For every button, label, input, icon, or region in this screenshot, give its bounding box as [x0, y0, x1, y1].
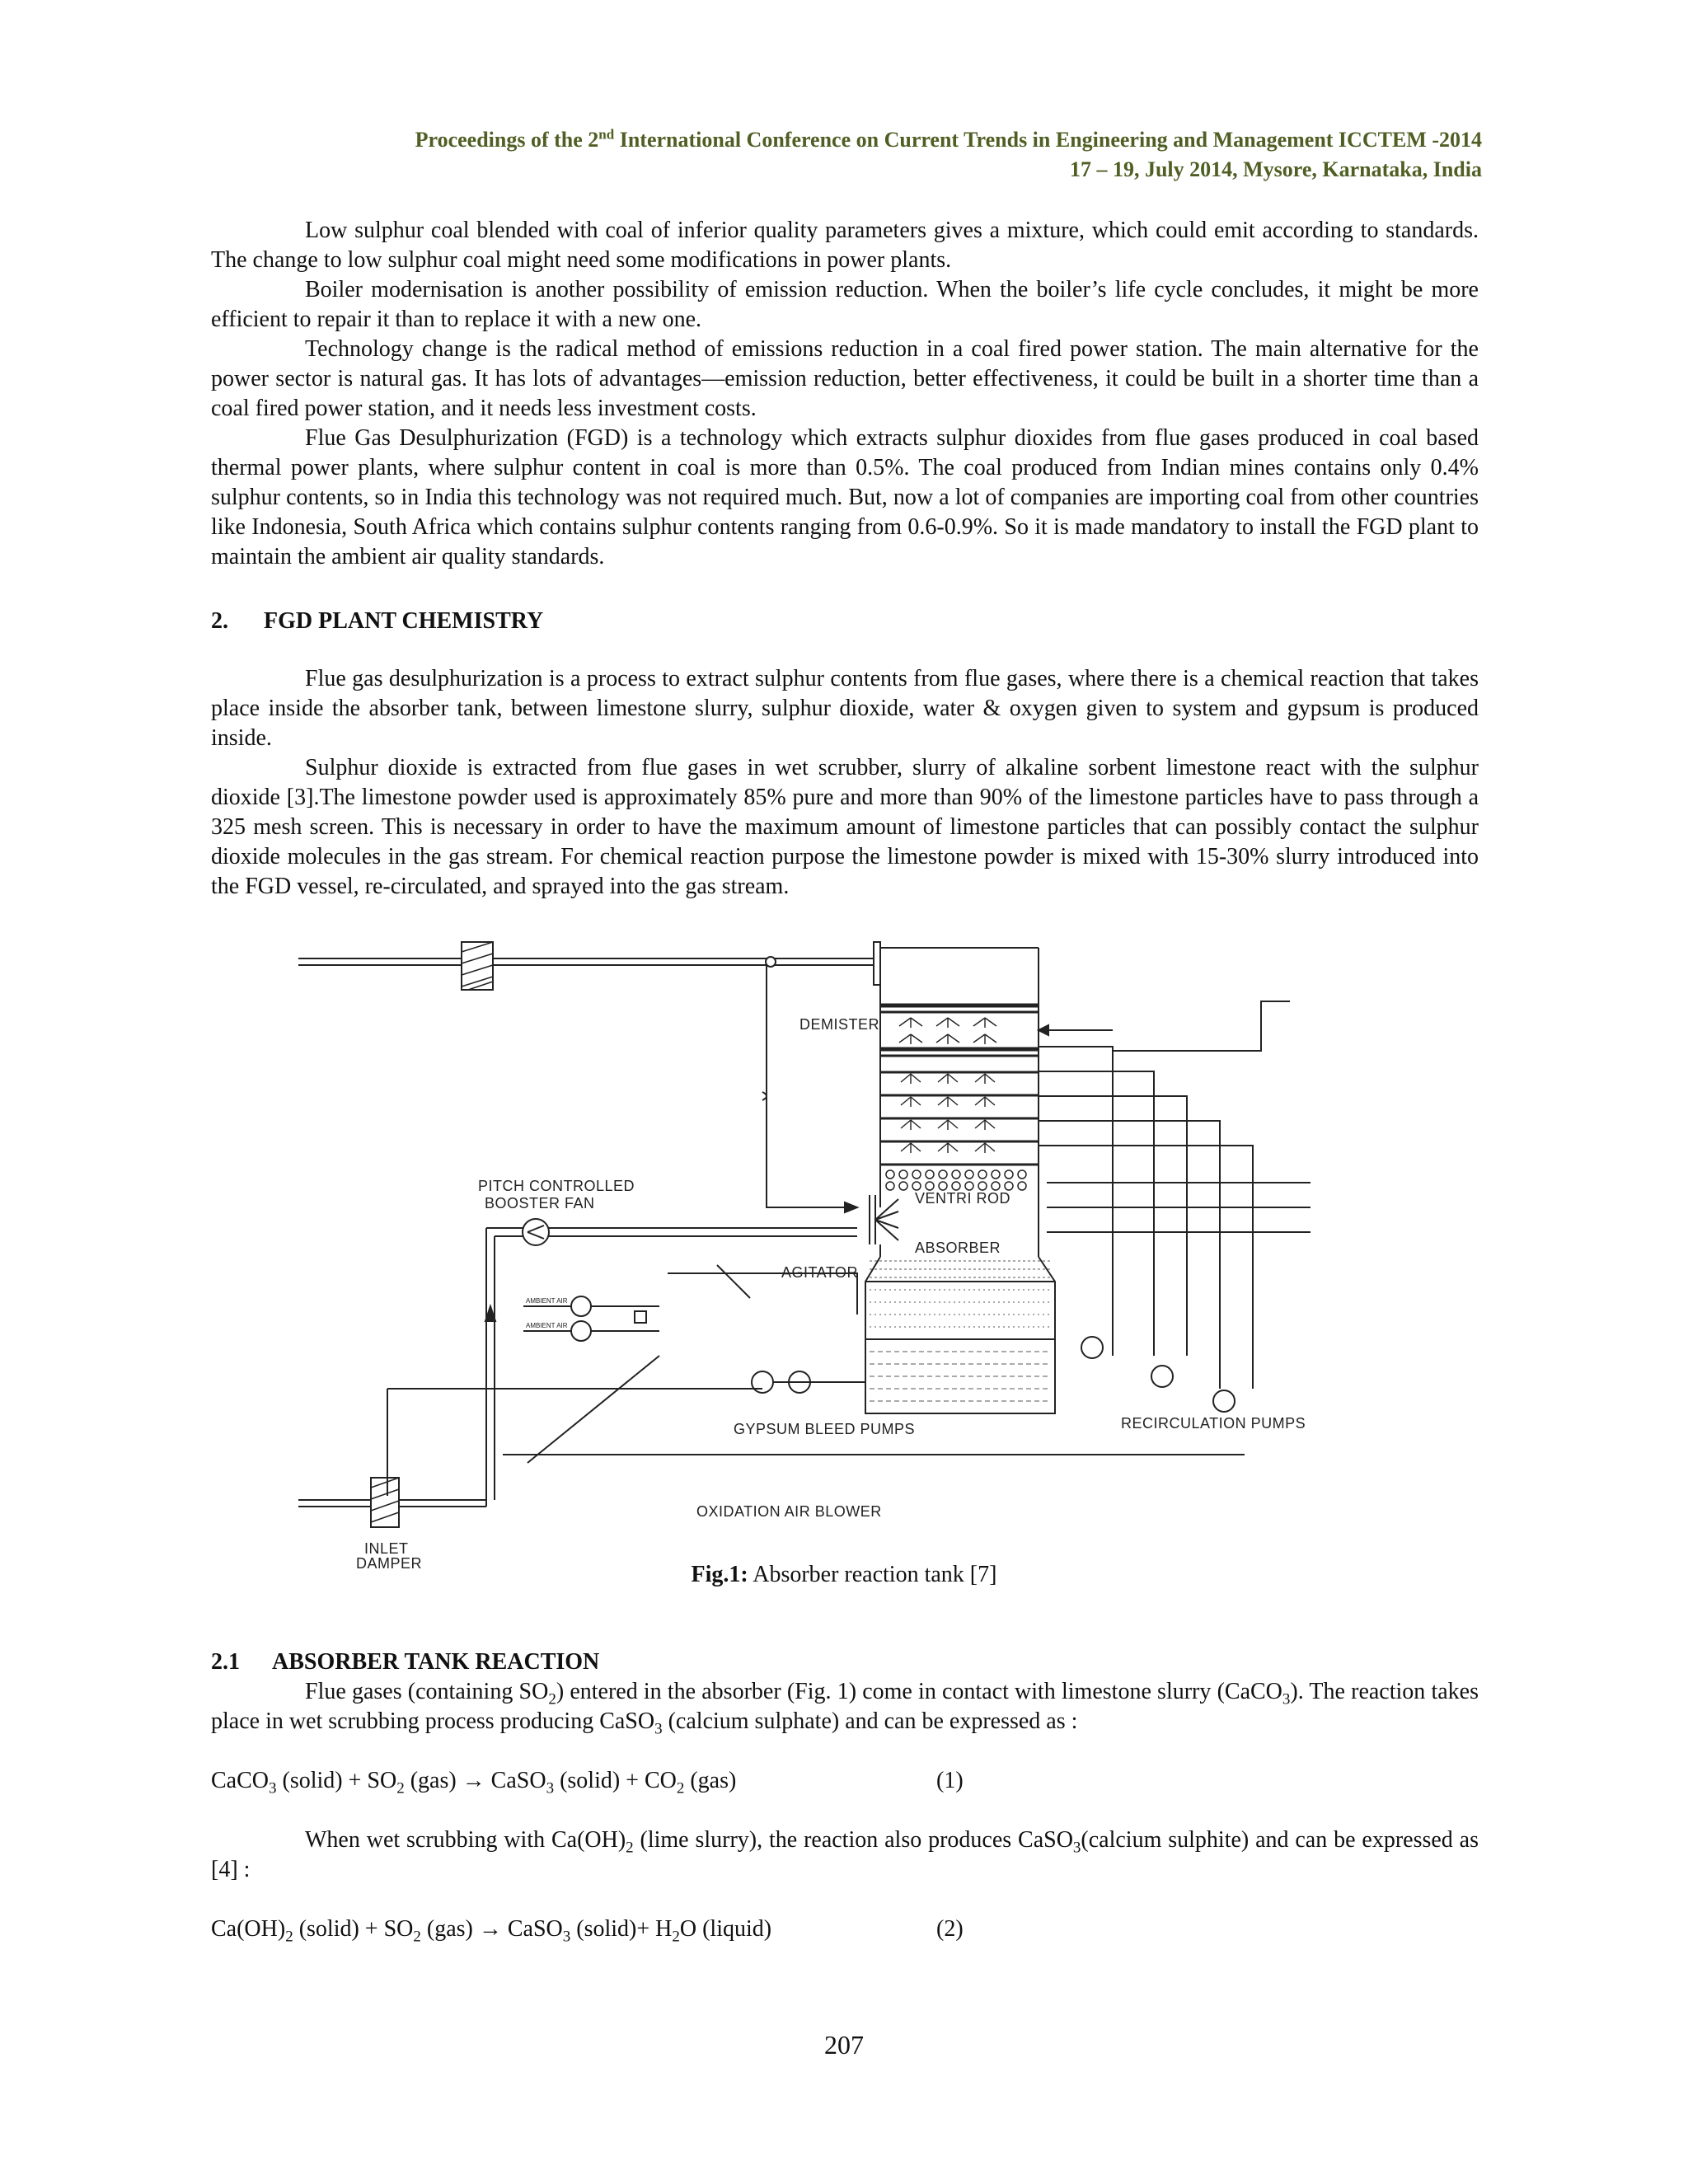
label-absorber: ABSORBER [915, 1240, 1001, 1256]
label-fan-line-2: BOOSTER FAN [485, 1195, 595, 1212]
running-header [163, 125, 1482, 185]
equation-2: $Ca(OH)_2$ (solid) + $SO_2$ (gas) → CaSO$_3$ (solid)+ $H_2O$ (liquid) (2) [211, 1916, 964, 1946]
section-heading: 2.1 ABSORBER TANK REACTION [211, 1649, 600, 1675]
section-heading: 2. FGD PLANT CHEMISTRY [211, 608, 544, 634]
section-2 [211, 607, 1479, 902]
header-line-2: 17 – 19, July 2014, Mysore, Karnataka, India [1069, 157, 1482, 181]
label-damper: DAMPER [356, 1555, 423, 1572]
paragraph: Boiler modernisation is another possibility of emission reduction. When the boiler’s life cycle concludes, it might be more efficient to repair it than to replace it with a new one. [211, 277, 1479, 332]
paragraph: Flue Gas Desulphurization (FGD) is a technology which extracts sulphur dioxides from flue gases produced in coal based thermal power plants, where sulphur content in coal is more than 0.5%. The coal produced from Indian mines contains only 0.4% sulphur contents, so in India this technology was not required much. But, now a lot of companies are importing coal from other countries like Indonesia, South Africa which contains sulphur contents ranging from 0.6-0.9%. So it is made mandatory to install the FGD plant to maintain the ambient air quality standards. [211, 425, 1479, 569]
label-oxidation-air-blower: OXIDATION AIR BLOWER [696, 1503, 882, 1520]
intro-text [211, 216, 1479, 572]
absorber-diagram [288, 927, 1327, 1572]
paragraph: Flue gases (containing $SO_2$) entered in the absorber (Fig. 1) come in contact with limestone slurry (CaCO$_3$). The reaction takes place in wet scrubbing process producing CaSO$_3$ (calcium sulphate) and can be expressed as : [211, 1679, 1479, 1738]
label-demister: DEMISTER [799, 1016, 880, 1033]
label-ambient-air-2: AMBIENT AIR [526, 1322, 568, 1329]
header-line-1: Proceedings of the 2nd International Conference on Current Trends in Engineering and Management ICCTEM -2014 [415, 126, 1482, 152]
label-inlet: INLET [364, 1540, 409, 1557]
label-recirculation-pumps: RECIRCULATION PUMPS [1121, 1415, 1306, 1432]
section-2-1 [211, 1647, 1479, 1944]
label-ambient-air-1: AMBIENT AIR [526, 1297, 568, 1305]
label-agitator: AGITATOR [781, 1264, 859, 1281]
paragraph: Sulphur dioxide is extracted from flue gases in wet scrubber, slurry of alkaline sorbent limestone react with the sulphur dioxide [3].The limestone powder used is approximately 85% pure and more than 90% of the limestone particles have to pass through a 325 mesh screen. This is necessary in order to have the maximum amount of limestone particles that can possibly contact the sulphur dioxide molecules in the gas stream. For chemical reaction purpose the limestone powder is mixed with 15-30% slurry introduced into the FGD vessel, re-circulated, and sprayed into the gas stream. [211, 755, 1479, 899]
paragraph: When wet scrubbing with $Ca(OH)_2$ (lime slurry), the reaction also produces CaSO$_3$(calcium sulphite) and can be expressed as [4] : [211, 1827, 1479, 1882]
paragraph: Low sulphur coal blended with coal of inferior quality parameters gives a mixture, which could emit according to standards. The change to low sulphur coal might need some modifications in power plants. [211, 218, 1479, 273]
equation-1: CaCO$_3$ (solid) + $SO_2$ (gas) → CaSO$_3$ (solid) + $CO_2$ (gas) (1) [211, 1768, 964, 1797]
label-gypsum-bleed-pumps: GYPSUM BLEED PUMPS [734, 1421, 916, 1437]
paragraph: Flue gas desulphurization is a process to extract sulphur contents from flue gases, where there is a chemical reaction that takes place inside the absorber tank, between limestone slurry, sulphur dioxide, water & oxygen given to system and gypsum is produced inside. [211, 666, 1479, 751]
page-number: 207 [824, 2030, 864, 2060]
figure-caption: Fig.1: Absorber reaction tank [7] [691, 1562, 997, 1587]
label-fan-line-1: PITCH CONTROLLED [478, 1178, 635, 1194]
label-ventri-rod: VENTRI ROD [915, 1190, 1011, 1207]
paragraph: Technology change is the radical method of emissions reduction in a coal fired power station. The main alternative for the power sector is natural gas. It has lots of advantages—emission reduction, better effectiveness, it could be built in a shorter time than a coal fired power station, and it needs less investment costs. [211, 336, 1479, 421]
